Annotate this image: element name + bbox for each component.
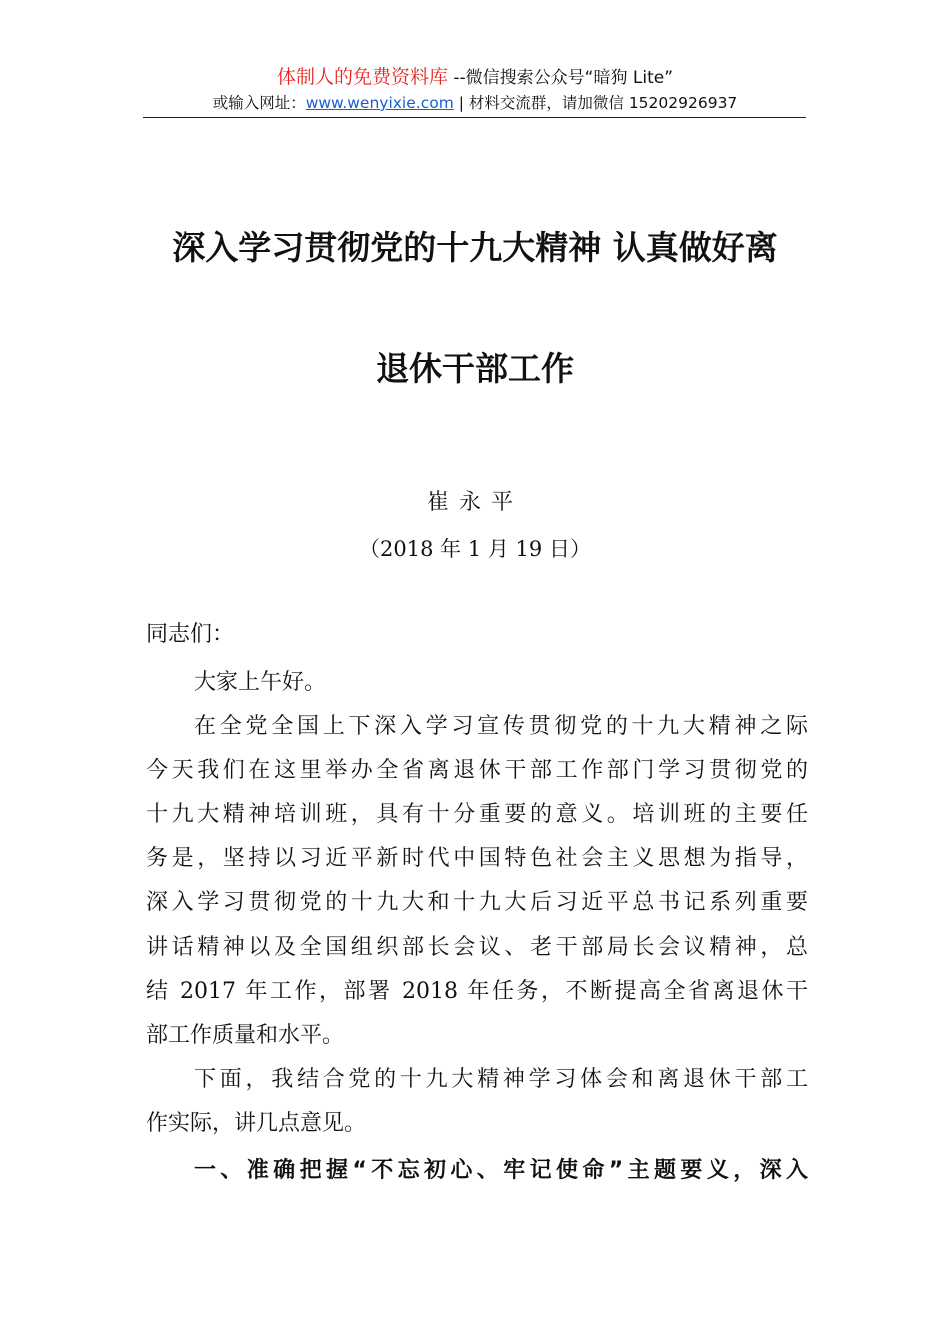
document-title-line-1: 深入学习贯彻党的十九大精神 认真做好离 (172, 228, 778, 267)
header-url-prefix: 或输入网址： (212, 94, 306, 112)
document-title-line-2: 退休干部工作 (376, 349, 574, 388)
speech-date: （2018 年 1 月 19 日） (359, 537, 591, 561)
header-divider (143, 117, 806, 118)
paragraph-1-line: 部工作质量和水平。 (146, 1023, 345, 1048)
paragraph-1-line: 十九大精神培训班，具有十分重要的意义。培训班的主要任 (146, 802, 808, 827)
header-tagline: --微信搜索公众号“暗狗 Lite” (448, 68, 674, 88)
greeting: 大家上午好。 (194, 670, 327, 695)
paragraph-1-line: 务是，坚持以习近平新时代中国特色社会主义思想为指导， (146, 846, 808, 871)
document-header (0, 64, 950, 115)
paragraph-2-line: 作实际，讲几点意见。 (146, 1111, 367, 1136)
header-line-2 (0, 91, 950, 115)
paragraph-1-line: 在全党全国上下深入学习宣传贯彻党的十九大精神之际 (194, 714, 808, 739)
author-name: 崔永平 (426, 490, 523, 515)
header-brand: 体制人的免费资料库 (276, 66, 448, 88)
salutation: 同志们： (146, 622, 235, 647)
paragraph-1-line: 结 2017 年工作，部署 2018 年任务，不断提高全省离退休干 (146, 979, 808, 1004)
header-url-link[interactable]: www.wenyixie.com (305, 94, 454, 112)
paragraph-1-line: 今天我们在这里举办全省离退休干部工作部门学习贯彻党的 (146, 758, 808, 783)
paragraph-2-line: 下面，我结合党的十九大精神学习体会和离退休干部工 (194, 1067, 808, 1092)
header-line-1 (0, 64, 950, 91)
section-heading-1: 一、准确把握“不忘初心、牢记使命”主题要义，深入 (194, 1158, 808, 1183)
paragraph-1-line: 讲话精神以及全国组织部长会议、老干部局长会议精神，总 (146, 935, 808, 960)
header-contact: | 材料交流群，请加微信 15202926937 (453, 94, 738, 112)
paragraph-1-line: 深入学习贯彻党的十九大和十九大后习近平总书记系列重要 (146, 890, 808, 915)
